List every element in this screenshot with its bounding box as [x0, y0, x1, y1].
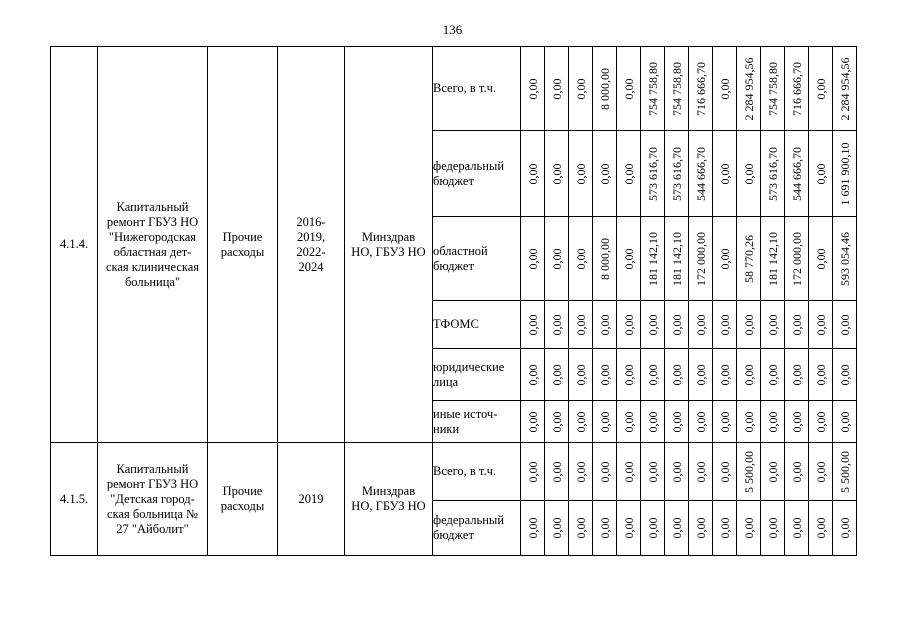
value-cell: [833, 131, 857, 217]
value-cell: [713, 349, 737, 401]
value: 0,00: [765, 364, 780, 385]
value-cell: [737, 443, 761, 501]
value: 593 054,46: [837, 231, 852, 286]
funding-source-line: ники: [433, 421, 460, 436]
value-cell: [809, 401, 833, 443]
value-cell: [761, 349, 785, 401]
value-cell: [737, 349, 761, 401]
value: 0,00: [717, 517, 732, 539]
value: 0,00: [669, 411, 684, 432]
value: 8 000,00: [597, 237, 612, 280]
value: 0,00: [813, 248, 828, 269]
funding-source-line: юридические: [433, 359, 505, 374]
value-cell: [665, 217, 689, 301]
value-cell: [785, 501, 809, 556]
value-cell: [617, 131, 641, 217]
value-cell: [617, 349, 641, 401]
period: [278, 47, 345, 443]
value: 0,00: [573, 314, 588, 335]
value-cell: [689, 47, 713, 131]
value-cell: [713, 501, 737, 556]
value-cell: [593, 301, 617, 349]
value: 0,00: [525, 163, 540, 184]
value: 0,00: [717, 78, 732, 99]
value-cell: [569, 401, 593, 443]
item-name: [98, 47, 208, 443]
value-cell: [665, 501, 689, 556]
budget-table: [50, 46, 857, 556]
value-cell: [809, 443, 833, 501]
value-cell: [737, 501, 761, 556]
value: 1 691 900,10: [837, 142, 852, 205]
item-name-line: "Детская город-: [110, 491, 195, 506]
value: 0,00: [645, 364, 660, 385]
value-cell: [689, 301, 713, 349]
value-cell: [785, 47, 809, 131]
item-name-line: больница": [124, 274, 181, 289]
executor-line: Минздрав: [361, 484, 416, 498]
value: 172 000,00: [693, 231, 708, 286]
value: 0,00: [549, 248, 564, 269]
funding-source-line: ТФОМС: [433, 317, 479, 331]
value: 0,00: [765, 411, 780, 432]
value-cell: [593, 443, 617, 501]
value-cell: [521, 443, 545, 501]
value-cell: [713, 301, 737, 349]
value-cell: [665, 401, 689, 443]
value-cell: [521, 301, 545, 349]
value: 0,00: [525, 78, 540, 99]
value: 544 666,70: [789, 146, 804, 201]
value-cell: [833, 443, 857, 501]
value-cell: [833, 301, 857, 349]
value-cell: [617, 401, 641, 443]
funding-source: [433, 501, 521, 556]
value-cell: [569, 131, 593, 217]
value-cell: [665, 131, 689, 217]
value: 5 500,00: [741, 450, 756, 493]
value: 0,00: [813, 411, 828, 432]
value-cell: [737, 131, 761, 217]
item-name-line: Капитальный: [116, 461, 189, 476]
value: 0,00: [525, 314, 540, 335]
value-cell: [641, 401, 665, 443]
value: 0,00: [669, 314, 684, 335]
value: 0,00: [645, 461, 660, 482]
value-cell: [689, 443, 713, 501]
item-name-line: "Нижегородская: [108, 229, 197, 244]
value: 0,00: [717, 461, 732, 482]
value: 716 666,70: [693, 61, 708, 116]
value-cell: [617, 501, 641, 556]
value: 172 000,00: [789, 231, 804, 286]
value-cell: [545, 501, 569, 556]
funding-source-line: областной: [433, 243, 488, 258]
value: 2 284 954,56: [741, 57, 756, 120]
value-cell: [545, 47, 569, 131]
value-cell: [545, 217, 569, 301]
value: 0,00: [597, 517, 612, 539]
item-name-line: областная дет-: [113, 244, 192, 259]
funding-source: [433, 301, 521, 349]
value: 0,00: [669, 364, 684, 385]
value: 716 666,70: [789, 61, 804, 116]
executor-line: НО, ГБУЗ НО: [351, 499, 426, 513]
period-line: 2022-: [296, 244, 326, 259]
value: 0,00: [597, 461, 612, 482]
value: 0,00: [525, 517, 540, 539]
value: 0,00: [621, 314, 636, 335]
value: 0,00: [741, 314, 756, 335]
value: 0,00: [573, 248, 588, 269]
value-cell: [809, 501, 833, 556]
item-code: 4.1.4.: [51, 47, 98, 443]
value: 0,00: [813, 163, 828, 184]
value-cell: [833, 401, 857, 443]
value-cell: [641, 217, 665, 301]
item-code: 4.1.5.: [51, 443, 98, 556]
item-name-line: ремонт ГБУЗ НО: [106, 476, 199, 491]
value: 0,00: [717, 364, 732, 385]
value-cell: [761, 47, 785, 131]
item-name-line: Капитальный: [116, 199, 189, 214]
value: 0,00: [693, 364, 708, 385]
value-cell: [641, 301, 665, 349]
value: 0,00: [837, 314, 852, 335]
value: 754 758,80: [645, 61, 660, 116]
executor-line: Минздрав: [361, 229, 416, 244]
value: 0,00: [765, 461, 780, 482]
value: 181 142,10: [669, 231, 684, 286]
value: 0,00: [549, 163, 564, 184]
value: 0,00: [741, 163, 756, 184]
value: 0,00: [669, 517, 684, 539]
value-cell: [665, 443, 689, 501]
funding-source-line: федеральный: [433, 513, 505, 527]
expense-type-line: Прочие: [222, 484, 263, 498]
funding-source: [433, 131, 521, 217]
value: 0,00: [741, 517, 756, 539]
value: 0,00: [573, 517, 588, 539]
value: 0,00: [573, 163, 588, 184]
value: 0,00: [621, 364, 636, 385]
value-cell: [809, 47, 833, 131]
value: 0,00: [693, 411, 708, 432]
value-cell: [809, 131, 833, 217]
value-cell: [593, 501, 617, 556]
value: 0,00: [813, 517, 828, 539]
value-cell: [713, 217, 737, 301]
expense-type-line: расходы: [220, 499, 265, 513]
value-cell: [713, 47, 737, 131]
value: 0,00: [693, 461, 708, 482]
value-cell: [617, 443, 641, 501]
value: 0,00: [621, 517, 636, 539]
value-cell: [569, 47, 593, 131]
value-cell: [833, 47, 857, 131]
value-cell: [785, 401, 809, 443]
value-cell: [617, 301, 641, 349]
value-cell: [569, 501, 593, 556]
value: 573 616,70: [645, 146, 660, 201]
value: 0,00: [573, 364, 588, 385]
value-cell: [809, 217, 833, 301]
value-cell: [833, 501, 857, 556]
value-cell: [521, 401, 545, 443]
funding-source-line: Всего, в т.ч.: [433, 464, 496, 478]
value: 0,00: [549, 517, 564, 539]
period-line: 2019,: [296, 229, 326, 244]
value: 0,00: [549, 411, 564, 432]
funding-source-line: бюджет: [433, 173, 474, 188]
value-cell: [521, 349, 545, 401]
expense-type-line: расходы: [220, 244, 265, 259]
funding-source: [433, 217, 521, 301]
value-cell: [689, 501, 713, 556]
value: 0,00: [597, 364, 612, 385]
value: 0,00: [789, 517, 804, 539]
expense-type: [208, 47, 278, 443]
value: 0,00: [789, 314, 804, 335]
value-cell: [641, 501, 665, 556]
value-cell: [521, 217, 545, 301]
value-cell: [785, 217, 809, 301]
item-name-line: ская больница №: [107, 506, 198, 521]
funding-source-line: бюджет: [433, 528, 474, 542]
value: 0,00: [813, 461, 828, 482]
value: 0,00: [789, 411, 804, 432]
value-cell: [593, 349, 617, 401]
value: 754 758,80: [765, 61, 780, 116]
value: 8 000,00: [597, 67, 612, 110]
value: 181 142,10: [765, 231, 780, 286]
funding-source-line: Всего, в т.ч.: [433, 81, 496, 95]
value-cell: [833, 217, 857, 301]
funding-source-line: федеральный: [433, 158, 505, 173]
value-cell: [641, 47, 665, 131]
value-cell: [737, 401, 761, 443]
value: 0,00: [525, 364, 540, 385]
value-cell: [521, 47, 545, 131]
value: 5 500,00: [837, 450, 852, 493]
value: 0,00: [837, 517, 852, 539]
value-cell: [665, 47, 689, 131]
funding-source: [433, 443, 521, 501]
period-line: 2024: [298, 259, 324, 274]
value: 0,00: [549, 461, 564, 482]
value: 181 142,10: [645, 231, 660, 286]
value: 0,00: [717, 314, 732, 335]
value: 0,00: [621, 411, 636, 432]
value: 0,00: [621, 461, 636, 482]
value: 0,00: [621, 78, 636, 99]
value: 0,00: [621, 248, 636, 269]
value: 0,00: [525, 461, 540, 482]
value-cell: [737, 47, 761, 131]
funding-source-line: бюджет: [433, 258, 474, 273]
value: 0,00: [525, 248, 540, 269]
value-cell: [641, 443, 665, 501]
value: 573 616,70: [765, 146, 780, 201]
value: 0,00: [765, 314, 780, 335]
period-line: 2019: [298, 491, 324, 506]
table-row: [51, 47, 857, 131]
value: 0,00: [645, 411, 660, 432]
value-cell: [569, 301, 593, 349]
value-cell: [593, 217, 617, 301]
value: 0,00: [573, 78, 588, 99]
value-cell: [569, 349, 593, 401]
value: 0,00: [645, 314, 660, 335]
value-cell: [737, 217, 761, 301]
item-name: [98, 443, 208, 556]
item-name-line: ремонт ГБУЗ НО: [106, 214, 199, 229]
value-cell: [713, 131, 737, 217]
value-cell: [713, 443, 737, 501]
value-cell: [785, 131, 809, 217]
value-cell: [665, 301, 689, 349]
value: 0,00: [717, 248, 732, 269]
value-cell: [569, 217, 593, 301]
value: 0,00: [621, 163, 636, 184]
value-cell: [521, 501, 545, 556]
value-cell: [737, 301, 761, 349]
value-cell: [761, 301, 785, 349]
value-cell: [569, 443, 593, 501]
value-cell: [689, 217, 713, 301]
period: [278, 443, 345, 556]
item-name-line: ская клиническая: [105, 259, 200, 274]
value-cell: [545, 401, 569, 443]
value-cell: [761, 131, 785, 217]
value: 0,00: [597, 163, 612, 184]
executor: [345, 443, 433, 556]
value-cell: [617, 217, 641, 301]
value: 0,00: [813, 314, 828, 335]
value: 0,00: [741, 411, 756, 432]
page-number: 136: [442, 22, 463, 37]
value: 0,00: [717, 411, 732, 432]
value-cell: [689, 131, 713, 217]
value-cell: [545, 349, 569, 401]
funding-source: [433, 349, 521, 401]
value-cell: [809, 301, 833, 349]
value: 0,00: [741, 364, 756, 385]
value: 0,00: [765, 517, 780, 539]
value-cell: [713, 401, 737, 443]
executor-line: НО, ГБУЗ НО: [351, 244, 426, 259]
value-cell: [641, 349, 665, 401]
value-cell: [785, 349, 809, 401]
value: 0,00: [573, 461, 588, 482]
value: 0,00: [789, 461, 804, 482]
funding-source-line: иные источ-: [433, 406, 498, 421]
value-cell: [833, 349, 857, 401]
value: 0,00: [693, 517, 708, 539]
value-cell: [593, 401, 617, 443]
value: 0,00: [813, 364, 828, 385]
value-cell: [545, 443, 569, 501]
value: 0,00: [693, 314, 708, 335]
value: 0,00: [597, 314, 612, 335]
expense-type: [208, 443, 278, 556]
value-cell: [545, 131, 569, 217]
value: 544 666,70: [693, 146, 708, 201]
value-cell: [761, 401, 785, 443]
expense-type-line: Прочие: [222, 229, 263, 244]
value: 58 770,26: [741, 234, 756, 283]
executor: [345, 47, 433, 443]
value: 573 616,70: [669, 146, 684, 201]
value: 0,00: [645, 517, 660, 539]
value: 0,00: [669, 461, 684, 482]
value: 0,00: [813, 78, 828, 99]
value-cell: [689, 401, 713, 443]
value: 0,00: [573, 411, 588, 432]
value-cell: [785, 443, 809, 501]
item-name-line: 27 "Айболит": [116, 521, 189, 536]
value: 0,00: [837, 411, 852, 432]
value-cell: [761, 501, 785, 556]
period-line: 2016-: [296, 214, 326, 229]
value-cell: [593, 47, 617, 131]
value-cell: [617, 47, 641, 131]
funding-source-line: лица: [433, 374, 459, 389]
value-cell: [593, 131, 617, 217]
value-cell: [809, 349, 833, 401]
value-cell: [761, 443, 785, 501]
value: 0,00: [549, 314, 564, 335]
value-cell: [521, 131, 545, 217]
value: 0,00: [717, 163, 732, 184]
value-cell: [689, 349, 713, 401]
value: 0,00: [789, 364, 804, 385]
value-cell: [545, 301, 569, 349]
table-row: [51, 443, 857, 501]
value: 0,00: [549, 78, 564, 99]
value: 2 284 954,56: [837, 57, 852, 120]
value-cell: [785, 301, 809, 349]
funding-source: [433, 47, 521, 131]
value: 0,00: [525, 411, 540, 432]
value-cell: [665, 349, 689, 401]
funding-source: [433, 401, 521, 443]
value-cell: [761, 217, 785, 301]
value: 0,00: [837, 364, 852, 385]
value: 754 758,80: [669, 61, 684, 116]
value: 0,00: [549, 364, 564, 385]
value-cell: [641, 131, 665, 217]
value: 0,00: [597, 411, 612, 432]
